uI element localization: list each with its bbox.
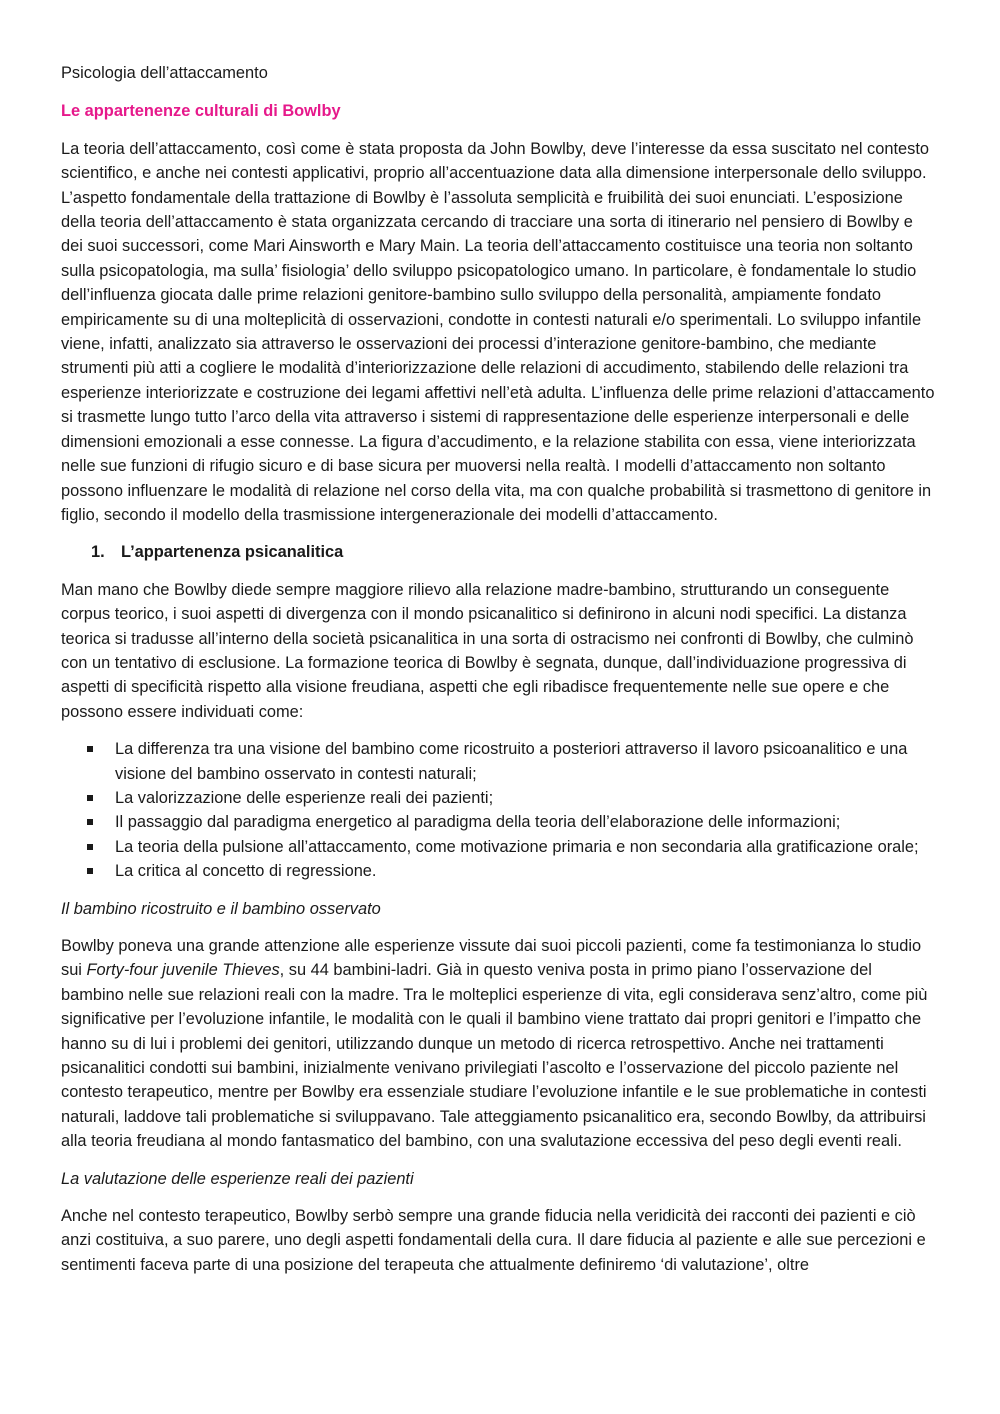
- paragraph-3: Anche nel contesto terapeutico, Bowlby serbò sempre una grande fiducia nella veridicità dei racconti dei pazienti e ciò anzi costituiva, a suo parere, uno degli aspetti fondamentali della cura. Il dare fiducia al paziente e alle sue percezioni e sentimenti faceva parte di una posizione del terapeuta che attualmente definiremo ‘di valutazione’, oltre: [61, 1207, 926, 1274]
- square-bullet-icon: [87, 746, 93, 752]
- square-bullet-icon: [87, 819, 93, 825]
- list-item-text: La valorizzazione delle esperienze reali dei pazienti;: [115, 788, 494, 807]
- paragraph-2: [61, 934, 938, 1154]
- list-item: [61, 737, 938, 786]
- list-item-text: La teoria della pulsione all’attaccamento, come motivazione primaria e non secondaria alla gratificazione orale;: [115, 837, 919, 856]
- subheading-real-experiences: La valutazione delle esperienze reali dei pazienti: [61, 1169, 414, 1188]
- paragraph-2-text-cont: , su 44 bambini-ladri. Già in questo veniva posta in primo piano l’osservazione del bambino nelle sue relazioni reali con la madre. Tra le molteplici esperienze di vita, egli considerava senz’altro, come più significative per l’evoluzione infantile, le modalità con le quali il bambino viene trattato dai propri genitori e l’impatto che hanno su di lui i problemi dei genitori, utilizzando dunque un metodo di ricerca retrospettivo. Anche nei trattamenti psicanalitici condotti sui bambini, inizialmente venivano privilegiati l’ascolto e l’osservazione del piccolo paziente nel contesto terapeutico, mentre per Bowlby era essenziale studiare l’evoluzione infantile e le sue problematiche in contesti naturali, laddove tali problematiche si sviluppavano. Tale atteggiamento psicanalitico era, secondo Bowlby, da attribuirsi alla teoria freudiana al mondo fantasmatico del bambino, con una svalutazione eccessiva del peso degli eventi reali.: [61, 961, 928, 1151]
- list-item: [61, 859, 938, 883]
- book-title: Forty-four juvenile Thieves: [86, 961, 280, 980]
- subheading-reconstructed-child: Il bambino ricostruito e il bambino osservato: [61, 899, 381, 918]
- list-item: [61, 786, 938, 810]
- list-item: [61, 810, 938, 834]
- list-item-text: Il passaggio dal paradigma energetico al paradigma della teoria dell’elaborazione delle informazioni;: [115, 813, 841, 832]
- square-bullet-icon: [87, 844, 93, 850]
- heading-number: 1.: [91, 543, 105, 562]
- section-heading: Le appartenenze culturali di Bowlby: [61, 102, 341, 121]
- intro-paragraph: La teoria dell’attaccamento, così come è stata proposta da John Bowlby, deve l’interesse da essa suscitato nel contesto scientifico, e anche nei contesti applicativi, proprio all’accentuazione data alla dimensione interpersonale dello sviluppo. L’aspetto fondamentale della trattazione di Bowlby è l’assoluta semplicità e fruibilità dei suoi enunciati. L’esposizione della teoria dell’attaccamento è stata organizzata cercando di tracciare una sorta di itinerario nel pensiero di Bowlby e dei suoi successori, come Mari Ainsworth e Mary Main. La teoria dell’attaccamento costituisce una teoria non soltanto sulla psicopatologia, ma sulla’ fisiologia’ dello sviluppo psicopatologico umano. In particolare, è fondamentale lo studio dell’influenza giocata dalle prime relazioni genitore-bambino sullo sviluppo della personalità, ampiamente fondato empiricamente su di una molteplicità di osservazioni, condotte in contesti naturali e/o sperimentali. Lo sviluppo infantile viene, infatti, analizzato sia attraverso le osservazioni dei processi d’interazione genitore-bambino, che mediante strumenti più atti a cogliere le modalità d’interiorizzazione delle relazioni di accudimento, stabilendo delle relazioni tra esperienze interiorizzate e costruzione dei legami affettivi nell’età adulta. L’influenza delle prime relazioni d’attaccamento si trasmette lungo tutto l’arco della vita attraverso i sistemi di rappresentazione delle esperienze interpersonali e delle dimensioni emozionali a esse connesse. La figura d’accudimento, e la relazione stabilita con essa, viene interiorizzata nelle sue funzioni di rifugio sicuro e di base sicura per muoversi nella realtà. I modelli d’attaccamento non soltanto possono influenzare le modalità di relazione nel corso della vita, ma con qualche probabilità si trasmettono di genitore in figlio, secondo il modello della trasmissione intergenerazionale dei modelli d’attaccamento.: [61, 139, 935, 524]
- list-item: [61, 835, 938, 859]
- list-item-text: La differenza tra una visione del bambino come ricostruito a posteriori attraverso il lavoro psicoanalitico e una visione del bambino osservato in contesti naturali;: [115, 740, 908, 783]
- heading-text: L’appartenenza psicanalitica: [121, 543, 344, 562]
- document-title: Psicologia dell’attaccamento: [61, 64, 268, 82]
- section1-paragraph: Man mano che Bowlby diede sempre maggiore rilievo alla relazione madre-bambino, strutturando un conseguente corpus teorico, i suoi aspetti di divergenza con il mondo psicanalitico si definirono in alcuni nodi specifici. La distanza teorica si tradusse all’interno della società psicanalitica in una sorta di ostracismo nei confronti di Bowlby, che culminò con un tentativo di esclusione. La formazione teorica di Bowlby è segnata, dunque, dall’individuazione progressiva di aspetti di specificità rispetto alla visione freudiana, aspetti che egli ribadisce frequentemente nelle sue opere e che possono essere individuati come:: [61, 580, 914, 721]
- square-bullet-icon: [87, 795, 93, 801]
- list-item-text: La critica al concetto di regressione.: [115, 862, 377, 881]
- paragraph-2-text: Bowlby poneva una grande attenzione alle esperienze vissute dai suoi piccoli pazienti, come fa testimonianza lo studio sui: [61, 937, 922, 980]
- square-bullet-icon: [87, 868, 93, 874]
- numbered-heading: [91, 540, 938, 564]
- bullet-list: [61, 737, 938, 883]
